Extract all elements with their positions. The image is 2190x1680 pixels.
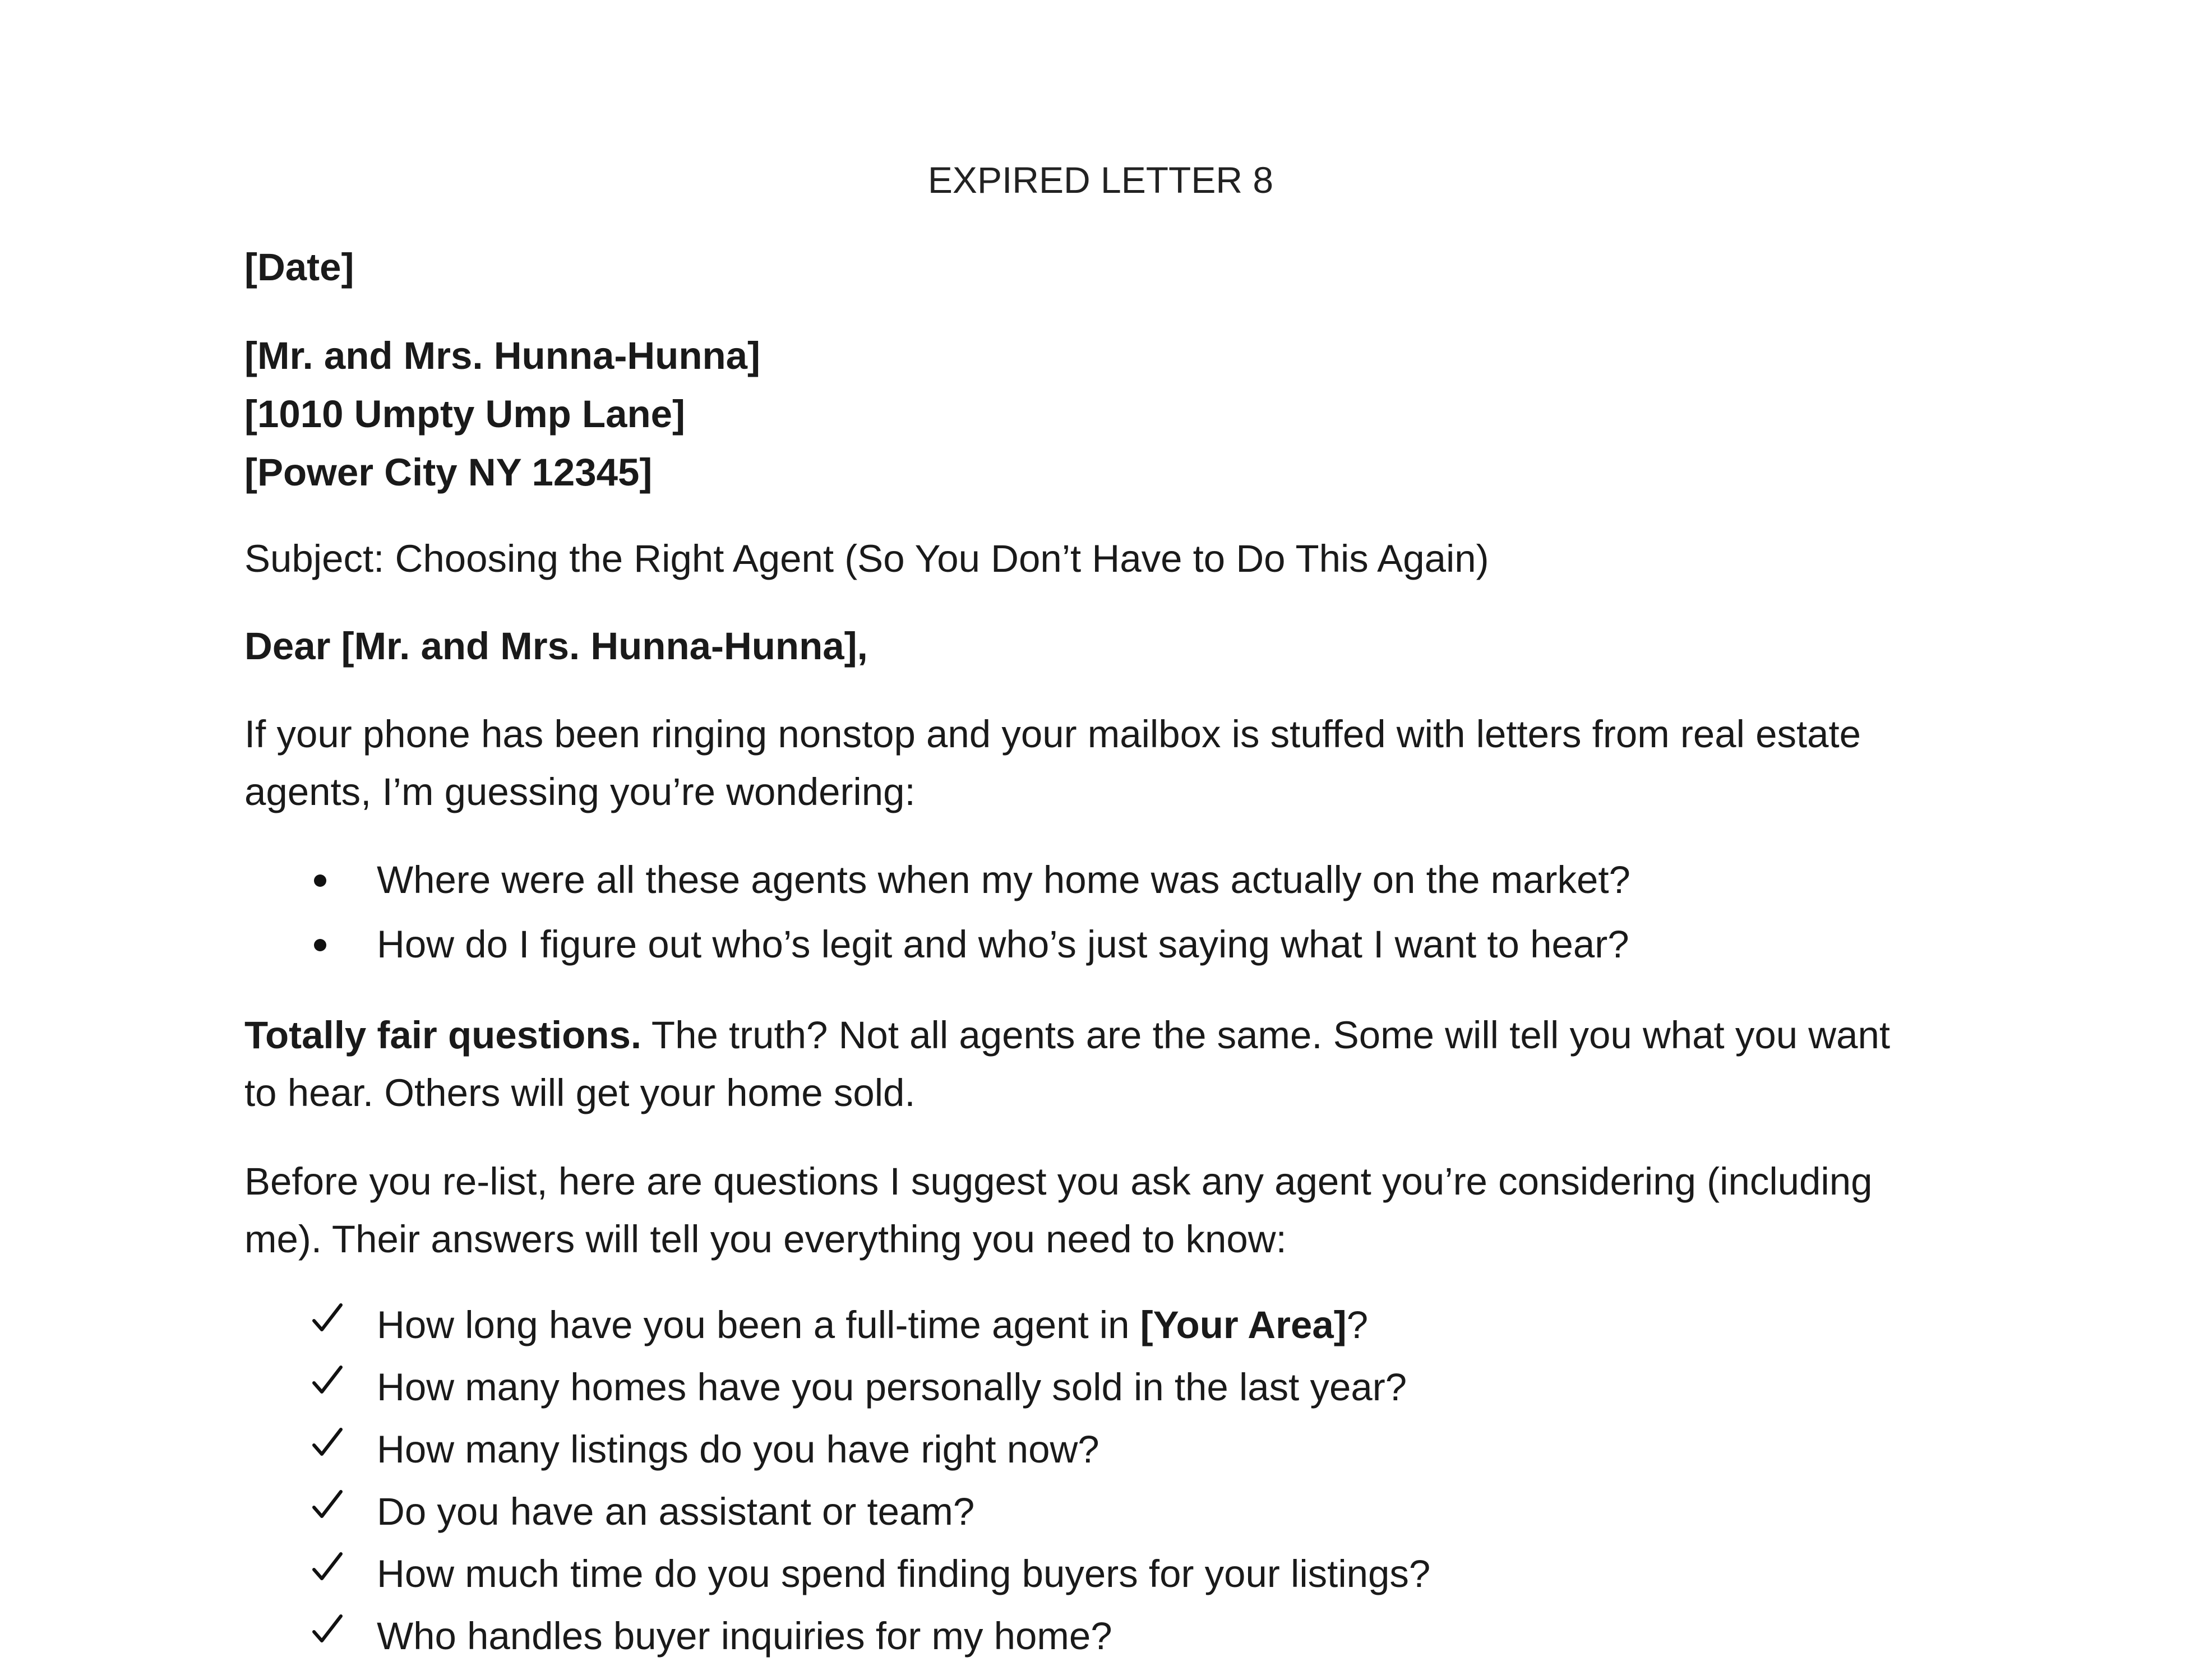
salutation <box>244 617 1960 675</box>
paragraph-line: If your phone has been ringing nonstop and your mailbox is stuffed with letters from real estate <box>244 712 1861 756</box>
checklist-text: How many homes have you personally sold in the last year? <box>377 1366 1407 1409</box>
checklist-item <box>244 1296 1960 1358</box>
paragraph-line: to hear. Others will get your home sold. <box>244 1071 916 1114</box>
checkmark-icon <box>312 1551 343 1584</box>
fair-questions-bold: Totally fair questions. <box>244 1013 641 1057</box>
checklist-item <box>244 1607 1960 1669</box>
checklist-item <box>244 1483 1960 1545</box>
recipient-address <box>244 327 1960 502</box>
checkmark-icon <box>312 1364 343 1397</box>
address-line: [Mr. and Mrs. Hunna-Hunna] <box>244 334 760 377</box>
date-text: [Date] <box>244 246 354 289</box>
intro-paragraph <box>244 705 1960 821</box>
checklist-text: Who handles buyer inquiries for my home? <box>377 1614 1112 1658</box>
address-line: [1010 Umpty Ump Lane] <box>244 392 686 436</box>
paragraph-line: agents, I’m guessing you’re wondering: <box>244 770 916 813</box>
paragraph-line: me). Their answers will tell you everything you need to know: <box>244 1218 1287 1261</box>
bullet-text: Where were all these agents when my home was actually on the market? <box>377 858 1630 901</box>
checkmark-icon <box>312 1426 343 1460</box>
paragraph-line <box>244 1006 1960 1064</box>
your-area-placeholder: [Your Area] <box>1140 1303 1347 1346</box>
checkmark-icon <box>312 1302 343 1335</box>
bullet-item <box>244 915 1960 980</box>
checklist-text: Do you have an assistant or team? <box>377 1490 975 1533</box>
before-relist-paragraph <box>244 1153 1960 1268</box>
bullet-item <box>244 851 1960 915</box>
bullet-dot-icon <box>314 874 326 887</box>
checklist-text: How many listings do you have right now? <box>377 1428 1099 1471</box>
address-line: [Power City NY 12345] <box>244 451 653 494</box>
checklist-text-prefix: How long have you been a full-time agent in <box>377 1303 1140 1346</box>
bullet-text: How do I figure out who’s legit and who’s just saying what I want to hear? <box>377 923 1629 966</box>
document-title: EXPIRED LETTER 8 <box>927 159 1274 201</box>
checkmark-icon <box>312 1613 343 1646</box>
bullet-dot-icon <box>314 939 326 951</box>
question-bullet-list <box>244 851 1960 980</box>
checklist-item <box>244 1545 1960 1607</box>
checklist-text: How much time do you spend finding buyers for your listings? <box>377 1552 1431 1595</box>
paragraph-line: Before you re-list, here are questions I suggest you ask any agent you’re considering (including <box>244 1160 1873 1203</box>
checkmark-icon <box>312 1488 343 1522</box>
checklist-item <box>244 1420 1960 1483</box>
checklist-text <box>377 1303 1368 1346</box>
subject-text: Subject: Choosing the Right Agent (So You Don’t Have to Do This Again) <box>244 537 1489 580</box>
checklist-item <box>244 1358 1960 1420</box>
fair-questions-paragraph <box>244 1006 1960 1122</box>
agent-question-checklist <box>244 1296 1960 1669</box>
date-line <box>244 238 1960 296</box>
checklist-text-suffix: ? <box>1346 1303 1369 1346</box>
fair-questions-rest: The truth? Not all agents are the same. Some will tell you what you want <box>641 1013 1891 1057</box>
salutation-text: Dear [Mr. and Mrs. Hunna-Hunna], <box>244 624 868 668</box>
subject-line <box>244 530 1960 587</box>
